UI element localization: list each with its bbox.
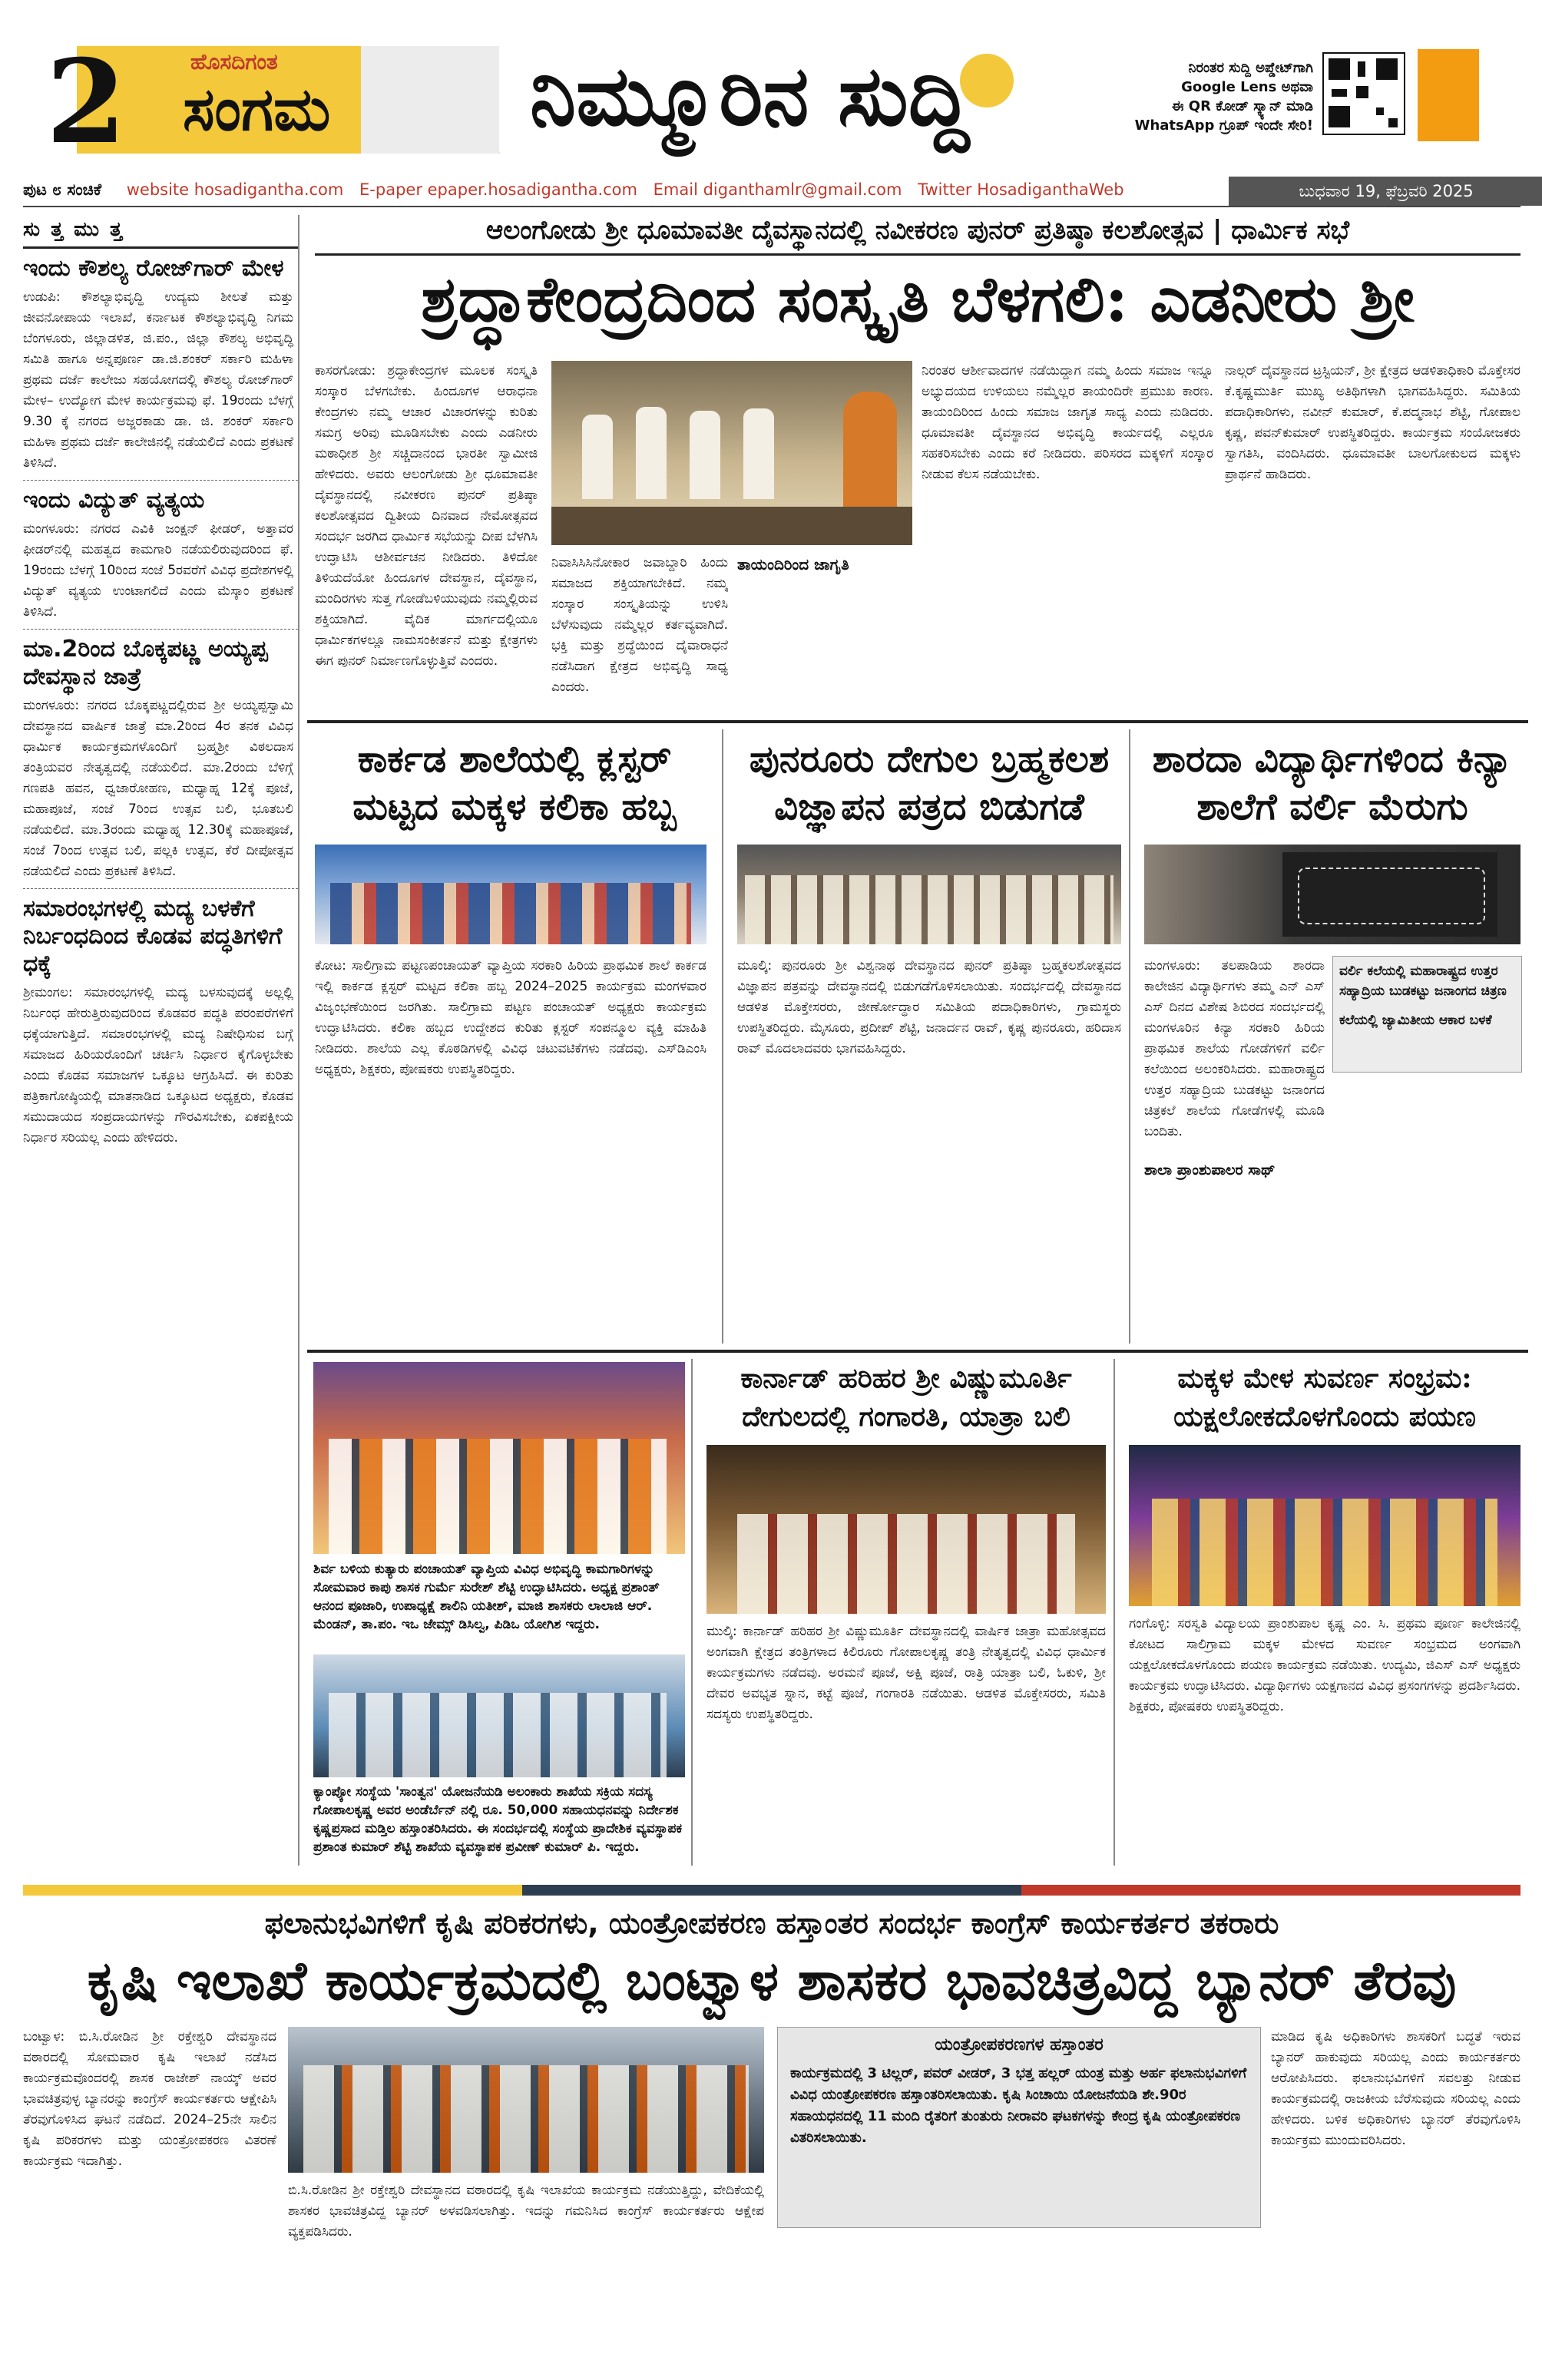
section-rule [307,720,1528,723]
main-story-col-2b [737,553,912,710]
brief-headline: ಇಂದು ವಿದ್ಯುತ್ ವ್ಯತ್ಯಯ [23,487,205,514]
photo-briefs [307,1359,693,1866]
website-link[interactable]: website hosadigantha.com [126,180,344,199]
qr-line: ನಿರಂತರ ಸುದ್ದಿ ಅಪ್ಡೇಟ್‌ಗಾಗಿ [1188,60,1313,76]
qr-line: ಈ QR ಕೋಡ್ ಸ್ಕ್ಯಾನ್ ಮಾಡಿ [1171,98,1313,114]
brief-caption-2: ಕ್ಯಾಂಪ್ಕೋ ಸಂಸ್ಥೆಯ 'ಸಾಂತ್ವನ' ಯೋಜನೆಯಡಿ ಅಲಂಕಾರು ಶಾಖೆಯ ಸಕ್ರಿಯ ಸದಸ್ಯ ಗೋಪಾಲಕೃಷ್ಣ ಅವರ ಅಂಡೆರ್ಬೆನ್ ನಲ್ಲಿ ರೂ. 50,000 ಸಹಾಯಧನವನ್ನು ನಿರ್ದೇಶಕ ಕೃಷ್ಣಪ್ರಸಾದ ಮಡ್ತಿಲ ಹಸ್ತಾಂತರಿಸಿದರು. ಈ ಸಂದರ್ಭದಲ್ಲಿ ಸಂಸ್ಥೆಯ ಪ್ರಾದೇಶಿಕ ವ್ಯವಸ್ಥಾಪಕ ಪ್ರಶಾಂತ ಕುಮಾರ್ ಶೆಟ್ಟಿ ಶಾಖೆಯ ವ್ಯವಸ್ಥಾಪಕ ಪ್ರವೀಣ್ ಕುಮಾರ್ ಪಿ. ಇದ್ದರು. [313,1784,683,1855]
brief-item [23,895,298,1149]
bottom-col-2: ಬಿ.ಸಿ.ರೋಡಿನ ಶ್ರೀ ರಕ್ತೇಶ್ವರಿ ದೇವಸ್ಥಾನದ ವಠಾರದಲ್ಲಿ ಕೃಷಿ ಇಲಾಖೆಯ ಕಾರ್ಯಕ್ರಮ ನಡೆಯುತ್ತಿದ್ದು, ವೇದಿಕೆಯಲ್ಲಿ ಶಾಸಕರ ಭಾವಚಿತ್ರವಿದ್ದ ಬ್ಯಾನರ್ ಅಳವಡಿಸಲಾಗಿತ್ತು. ಇದನ್ನು ಗಮನಿಸಿದ ಕಾಂಗ್ರೆಸ್ ಕಾರ್ಯಕರ್ತರು ಆಕ್ಷೇಪ ವ್ಯಕ್ತಪಡಿಸಿದರು. [288,2183,764,2240]
main-kicker: ಆಲಂಗೋಡು ಶ್ರೀ ಧೂಮಾವತೀ ದೈವಸ್ಥಾನದಲ್ಲಿ ನವೀಕರಣ ಪುನರ್ ಪ್ರತಿಷ್ಠಾ ಕಲಶೋತ್ಸವ | ಧಾರ್ಮಿಕ ಸಭೆ [485,215,1350,246]
mid-story-1-body: ಕೋಟ: ಸಾಲಿಗ್ರಾಮ ಪಟ್ಟಣಪಂಚಾಯತ್ ವ್ಯಾಪ್ತಿಯ ಸರಕಾರಿ ಹಿರಿಯ ಪ್ರಾಥಮಿಕ ಶಾಲೆ ಕಾರ್ಕಡ ಇಲ್ಲಿ ಕಾರ್ಕಡ ಕ್ಲಸ್ಟರ್ ಮಟ್ಟದ ಕಲಿಕಾ ಹಬ್ಬ 2024–2025 ಕಾರ್ಯಕ್ರಮ ಮಂಗಳವಾರ ವಿಜೃಂಭಣೆಯಿಂದ ಜರಗಿತು. ಸಾಲಿಗ್ರಾಮ ಪಟ್ಟಣ ಪಂಚಾಯತ್ ಅಧ್ಯಕ್ಷರು ಕಾರ್ಯಕ್ರಮ ಉದ್ಘಾಟಿಸಿದರು. ಕಲಿಕಾ ಹಬ್ಬದ ಉದ್ದೇಶದ ಕುರಿತು ಕ್ಲಸ್ಟರ್ ಸಂಪನ್ಮೂಲ ವ್ಯಕ್ತಿ ಮಾಹಿತಿ ನೀಡಿದರು. ಶಾಲೆಯ ಎಲ್ಲ ಕೊಠಡಿಗಳಲ್ಲಿ ವಿವಿಧ ಚಟುವಟಿಕೆಗಳು ನಡೆದವು. ಎಸ್‌ಡಿಎಂಸಿ ಅಧ್ಯಕ್ಷರು, ಶಿಕ್ಷಕರು, ಪೋಷಕರು ಉಪಸ್ಥಿತರಿದ್ದರು. [315,958,706,1077]
bottom-photo [288,2027,764,2173]
bullet-item: ವರ್ಲಿ ಕಲೆಯಲ್ಲಿ ಮಹಾರಾಷ್ಟ್ರದ ಉತ್ತರ ಸಹ್ಯಾದ್ರಿಯ ಬುಡಕಟ್ಟು ಜನಾಂಗದ ಚಿತ್ರಣ [1339,964,1507,999]
lower-story-2-photo [706,1445,1106,1614]
epaper-link[interactable]: E-paper epaper.hosadigantha.com [359,180,637,199]
main-story-col-2: ನಿವಾಸಿಸಿಸಿನೋಕಾರ ಜವಾಬ್ದಾರಿ ಹಿಂದು ಸಮಾಜದ ಶಕ್ತಿಯಾಗಬೇಕಿದೆ. ನಮ್ಮ ಸಂಸ್ಕಾರ ಸಂಸ್ಕೃತಿಯನ್ನು ಉಳಿಸಿ ಬೆಳೆಸುವುದು ನಮ್ಮೆಲ್ಲರ ಕರ್ತವ್ಯವಾಗಿದೆ. ಭಕ್ತಿ ಮತ್ತು ಶ್ರದ್ಧೆಯಿಂದ ದೈವಾರಾಧನೆ ನಡೆಸಿದಾಗ ಕ್ಷೇತ್ರದ ಅಭಿವೃದ್ಧಿ ಸಾಧ್ಯ ಎಂದರು. [551,555,728,695]
bottom-col-1: ಬಂಟ್ವಾಳ: ಬಿ.ಸಿ.ರೋಡಿನ ಶ್ರೀ ರಕ್ತೇಶ್ವರಿ ದೇವಸ್ಥಾನದ ವಠಾರದಲ್ಲಿ ಸೋಮವಾರ ಕೃಷಿ ಇಲಾಖೆ ನಡೆಸಿದ ಕಾರ್ಯಕ್ರಮವೊಂದರಲ್ಲಿ ಶಾಸಕ ರಾಜೇಶ್ ನಾಯ್ಕ್ ಅವರ ಭಾವಚಿತ್ರವುಳ್ಳ ಬ್ಯಾನರನ್ನು ಕಾಂಗ್ರೆಸ್ ಕಾರ್ಯಕರ್ತರು ಆಕ್ಷೇಪಿಸಿ ತೆರವುಗೊಳಿಸಿದ ಘಟನೆ ನಡೆದಿದೆ. 2024–25ನೇ ಸಾಲಿನ ಕೃಷಿ ಪರಿಕರಗಳು ಮತ್ತು ಯಂತ್ರೋಪಕರಣ ವಿತರಣೆ ಕಾರ್ಯಕ್ರಮ ಇದಾಗಿತ್ತು. [23,2029,276,2169]
brief-headline: ಇಂದು ಕೌಶಲ್ಯ ರೋಜ್‌ಗಾರ್ ಮೇಳ [23,255,284,282]
mid-story-2-body: ಮೂಲ್ಕಿ: ಪುನರೂರು ಶ್ರೀ ವಿಶ್ವನಾಥ ದೇವಸ್ಥಾನದ ಪುನರ್ ಪ್ರತಿಷ್ಠಾ ಬ್ರಹ್ಮಕಲಶೋತ್ಸವದ ವಿಜ್ಞಾಪನ ಪತ್ರವನ್ನು ದೇವಸ್ಥಾನದಲ್ಲಿ ಬಿಡುಗಡೆಗೊಳಿಸಲಾಯಿತು. ಸಂದರ್ಭದಲ್ಲಿ ದೇವಸ್ಥಾನದ ಆಡಳಿತ ಮೊಕ್ತೇಸರರು, ಜೀರ್ಣೋದ್ಧಾರ ಸಮಿತಿಯ ಪದಾಧಿಕಾರಿಗಳು, ಗ್ರಾಮಸ್ಥರು ಉಪಸ್ಥಿತರಿದ್ದರು. ಮೈಸೂರು, ಪ್ರದೀಪ್ ಶೆಟ್ಟಿ, ಜನಾರ್ದನ ರಾವ್, ಕೃಷ್ಣ ಪುನರೂರು, ಹರಿದಾಸ ರಾವ್ ಮೊದಲಾದವರು ಭಾಗವಹಿಸಿದ್ದರು. [737,958,1121,1056]
lower-story-2-headline: ಕಾರ್ನಾಡ್ ಹರಿಹರ ಶ್ರೀ ವಿಷ್ಣುಮೂರ್ತಿ ದೇಗುಲದಲ್ಲಿ ಗಂಗಾರತಿ, ಯಾತ್ರಾ ಬಲಿ [740,1362,1072,1433]
divider [23,480,298,481]
lower-story-2-body: ಮುಲ್ಕಿ: ಕಾರ್ನಾಡ್ ಹರಿಹರ ಶ್ರೀ ವಿಷ್ಣುಮೂರ್ತಿ ದೇವಸ್ಥಾನದಲ್ಲಿ ವಾರ್ಷಿಕ ಜಾತ್ರಾ ಮಹೋತ್ಸವದ ಅಂಗವಾಗಿ ಕ್ಷೇತ್ರದ ತಂತ್ರಿಗಳಾದ ಕಿಲಿರೂರು ಗೋಪಾಲಕೃಷ್ಣ ತಂತ್ರಿ ನೇತೃತ್ವದಲ್ಲಿ ವಿವಿಧ ಧಾರ್ಮಿಕ ಕಾರ್ಯಕ್ರಮಗಳು ನಡೆದವು. ಅರಮನೆ ಪೂಜೆ, ಅಕ್ಷಿ ಪೂಜೆ, ರಾತ್ರಿ ಯಾತ್ರಾ ಬಲಿ, ಓಕುಳಿ, ಶ್ರೀ ದೇವರ ಅವಭೃತ ಸ್ನಾನ, ಕಟ್ಟೆ ಪೂಜೆ, ಗಂಗಾರತಿ ನಡೆಯಿತು. ಆಡಳಿತ ಮೊಕ್ತೇಸರರು, ಸಮಿತಿ ಸದಸ್ಯರು ಉಪಸ್ಥಿತರಿದ್ದರು. [706,1624,1106,1722]
qr-line: WhatsApp ಗ್ರೂಪ್ ಇಂದೇ ಸೇರಿ! [1134,117,1313,134]
column-logo: ಸುತ್ತಮುತ್ತ [23,215,298,249]
orange-accent [1418,49,1479,141]
qr-line: Google Lens ಅಥವಾ [1181,79,1313,95]
brand-small: ಹೊಸದಿಗಂತ [190,49,278,74]
issue-date: ಬುಧವಾರ 19, ಫೆಬ್ರವರಿ 2025 [1229,177,1542,206]
bottom-headline: ಕೃಷಿ ಇಲಾಖೆ ಕಾರ್ಯಕ್ರಮದಲ್ಲಿ ಬಂಟ್ವಾಳ ಶಾಸಕರ ಭಾವಚಿತ್ರವಿದ್ದ ಬ್ಯಾನರ್ ತೆರವು [87,1949,1457,2012]
main-story-col-3: ನಿರಂತರ ಆರ್ಶೀವಾದಗಳ ನಡೆಯಿದ್ದಾಗ ನಮ್ಮ ಹಿಂದು ಸಮಾಜ ಇನ್ನೂ ಅಭ್ಯುದಯದ ಉಳಿಯಲು ನಮ್ಮೆಲ್ಲರ ತಾಯಂದಿರೇ ಪ್ರಮುಖ ಕಾರಣ. ತಾಯಂದಿರಿಂದ ಹಿಂದು ಸಮಾಜ ಜಾಗೃತ ಸಾಧ್ಯ ಎಂದು ನುಡಿದರು. ಧೂಮಾವತೀ ದೈವಸ್ಥಾನದ ಅಭಿವೃದ್ಧಿ ಕಾರ್ಯದಲ್ಲಿ ಎಲ್ಲರೂ ಸಹಕರಿಸಬೇಕು ಎಂದು ಕರೆ ನೀಡಿದರು. ಪರಿಸರದ ಮಕ್ಕಳಿಗೆ ಸಂಸ್ಕಾರ ನೀಡುವ ಕೆಲಸ ನಡೆಯಬೇಕು. [922,363,1213,482]
brief-body: ಮಂಗಳೂರು: ನಗರದ ಬೊಕ್ಕಪಟ್ಣದಲ್ಲಿರುವ ಶ್ರೀ ಅಯ್ಯಪ್ಪಸ್ವಾಮಿ ದೇವಸ್ಥಾನದ ವಾರ್ಷಿಕ ಜಾತ್ರೆ ಮಾ.2ರಿಂದ 4ರ ತನಕ ವಿವಿಧ ಧಾರ್ಮಿಕ ಕಾರ್ಯಕ್ರಮಗಳೊಂದಿಗೆ ಬ್ರಹ್ಮಶ್ರೀ ವಿಠಲದಾಸ ತಂತ್ರಿಯವರ ನೇತೃತ್ವದಲ್ಲಿ ನಡೆಯಲಿದೆ. ಮಾ.2ರಂದು ಬೆಳಿಗ್ಗೆ ಗಣಪತಿ ಹವನ, ಧ್ವಜಾರೋಹಣ, ಮಧ್ಯಾಹ್ನ 12ಕ್ಕೆ ಪೂಜೆ, ಮಹಾಪೂಜೆ, ಸಂಜೆ 7ರಿಂದ ಉತ್ಸವ ಬಲಿ, ಭೂತಬಲಿ ನಡೆಯಲಿದೆ. ಮಾ.3ರಂದು ಮಧ್ಯಾಹ್ನ 12.30ಕ್ಕೆ ಮಹಾಪೂಜೆ, ಸಂಜೆ 7ರಿಂದ ಉತ್ಸವ ಬಲಿ, ಪಲ್ಲಕಿ ಉತ್ಸವ, ಕೆರೆ ದೀಪೋತ್ಸವ ನಡೆಯಲಿದೆ ಎಂದು ಪ್ರಕಟಣೆ ತಿಳಿಸಿದೆ. [23,698,293,879]
main-story-photo [551,361,912,545]
inset-title: ಯಂತ್ರೋಪಕರಣಗಳ ಹಸ್ತಾಂತರ [935,2035,1104,2054]
page-number: 2 [46,35,127,170]
mid-story-3-photo [1144,845,1520,944]
mid-story-2-headline: ಪುನರೂರು ದೇಗುಲ ಬ್ರಹ್ಮಕಲಶ ವಿಜ್ಞಾಪನ ಪತ್ರದ ಬಿಡುಗಡೆ [749,738,1110,828]
mid-story-3-headline: ಶಾರದಾ ವಿದ್ಯಾರ್ಥಿಗಳಿಂದ ಕಿನ್ಯಾ ಶಾಲೆಗೆ ವರ್ಲಿ ಮೆರುಗು [1152,738,1513,828]
twitter-link[interactable]: Twitter HosadiganthaWeb [918,180,1124,199]
section-rule [307,1350,1528,1353]
bullet-item: ಕಲೆಯಲ್ಲಿ ಜ್ಯಾಮಿತೀಯ ಆಕಾರ ಬಳಕೆ [1339,1013,1492,1028]
brief-headline: ಮಾ.2ರಿಂದ ಬೊಕ್ಕಪಟ್ಣ ಅಯ್ಯಪ್ಪ ದೇವಸ್ಥಾನ ಜಾತ್ರೆ [23,636,268,690]
lower-story-3-photo [1129,1445,1520,1606]
page-count: ಪುಟ ೮ ಸಂಚಿಕೆ [23,180,102,199]
bottom-col-4: ಮಾಡಿದ ಕೃಷಿ ಅಧಿಕಾರಿಗಳು ಶಾಸಕರಿಗೆ ಬದ್ಧತೆ ಇರುವ ಬ್ಯಾನರ್ ಹಾಕುವುದು ಸರಿಯಲ್ಲ ಎಂದು ಕಾರ್ಯಕರ್ತರು ಆರೋಪಿಸಿದರು. ಫಲಾನುಭವಿಗಳಿಗೆ ಸವಲತ್ತು ನೀಡುವ ಕಾರ್ಯಕ್ರಮದಲ್ಲಿ ರಾಜಕೀಯ ಬೆರೆಸುವುದು ಸರಿಯಲ್ಲ ಎಂದು ಹೇಳಿದರು. ಬಳಿಕ ಅಧಿಕಾರಿಗಳು ಬ್ಯಾನರ್ ತೆರವುಗೊಳಿಸಿ ಕಾರ್ಯಕ್ರಮ ಮುಂದುವರಿಸಿದರು. [1271,2029,1520,2148]
qr-code-icon[interactable] [1322,52,1405,135]
main-story-col-1: ಕಾಸರಗೋಡು: ಶ್ರದ್ಧಾಕೇಂದ್ರಗಳ ಮೂಲಕ ಸಂಸ್ಕೃತಿ ಸಂಸ್ಕಾರ ಬೆಳಗಬೇಕು. ಹಿಂದೂಗಳ ಆರಾಧನಾ ಕೇಂದ್ರಗಳು ನಮ್ಮ ಆಚಾರ ವಿಚಾರಗಳನ್ನು ಕುರಿತು ಸಮಗ್ರ ಅರಿವು ಮೂಡಿಸಬೇಕು ಎಂದು ಎಡನೀರು ಮಠಾಧೀಶ ಶ್ರೀ ಸಚ್ಚಿದಾನಂದ ಭಾರತೀ ಸ್ವಾಮೀಜಿ ಹೇಳಿದರು. ಅವರು ಆಲಂಗೋಡು ಶ್ರೀ ಧೂಮಾವತೀ ದೈವಸ್ಥಾನದಲ್ಲಿ ನವೀಕರಣ ಪುನರ್ ಪ್ರತಿಷ್ಠಾ ಕಲಶೋತ್ಸವದ ದ್ವಿತೀಯ ದಿನವಾದ ನೇಮೋತ್ಸವದ ಸಂದರ್ಭ ಜರಗಿದ ಧಾರ್ಮಿಕ ಸಭೆಯನ್ನು ದೀಪ ಬೆಳಗಿಸಿ ಉದ್ಘಾಟಿಸಿ ಆಶೀರ್ವಚನ ನೀಡಿದರು. ತಿಳಿದೋ ತಿಳಿಯದೆಯೋ ಹಿಂದೂಗಳ ದೇವಸ್ಥಾನ, ದೈವಸ್ಥಾನ, ಮಂದಿರಗಳು ಸುತ್ತ ಗೋಡೆಬಳಿಯುವುದು ನಮ್ಮಲ್ಲಿರುವ ಶಕ್ತಿಯಾಗಿದೆ. ವೈದಿಕ ಮಾರ್ಗದಲ್ಲಿಯೂ ಧಾರ್ಮಿಕಗಳಲ್ಲೂ ನಾಮಸಂಕೀರ್ತನೆ ಮತ್ತು ಕ್ಷೇತ್ರಗಳು ಈಗ ಪುನರ್ ನಿರ್ಮಾಣಗೊಳ್ಳುತ್ತಿವೆ ಎಂದರು. [315,363,538,669]
brief-item [23,636,298,882]
brief-body: ಶ್ರೀಮಂಗಲ: ಸಮಾರಂಭಗಳಲ್ಲಿ ಮದ್ಯ ಬಳಸುವುದಕ್ಕೆ ಅಲ್ಲಲ್ಲಿ ನಿರ್ಬಂಧ ಹೇರುತ್ತಿರುವುದರಿಂದ ಕೊಡವರ ಪದ್ಧತಿ ಪರಂಪರೆಗಳಿಗೆ ಧಕ್ಕೆಯಾಗುತ್ತಿದೆ. ಸಮಾರಂಭಗಳಲ್ಲಿ ಮದ್ಯ ನಿಷೇಧಿಸುವ ಬಗ್ಗೆ ಸಮಾಜದ ಹಿರಿಯರೊಂದಿಗೆ ಚರ್ಚಿಸಿ ನಿರ್ಧಾರ ಕೈಗೊಳ್ಳಬೇಕು ಎಂದು ಕೊಡವ ಸಮಾಜಗಳ ಒಕ್ಕೂಟ ಆಗ್ರಹಿಸಿದೆ. ಈ ಕುರಿತು ಪತ್ರಿಕಾಗೋಷ್ಠಿಯಲ್ಲಿ ಮಾತನಾಡಿದ ಒಕ್ಕೂಟದ ಅಧ್ಯಕ್ಷರು, ಕೊಡವ ಸಮುದಾಯದ ಸಂಪ್ರದಾಯಗಳನ್ನು ಗೌರವಿಸಬೇಕು, ಏಕಪಕ್ಷೀಯ ನಿರ್ಧಾರ ಸರಿಯಲ್ಲ ಎಂದು ಹೇಳಿದರು. [23,985,293,1145]
main-story-col-4: ನಾಲ್ಗರ್ ದೈವಸ್ಥಾನದ ಟ್ರಸ್ಟಿಯನ್, ಶ್ರೀ ಕ್ಷೇತ್ರದ ಆಡಳಿತಾಧಿಕಾರಿ ಮೊಕ್ತೇಸರ ಕೆ.ಕೃಷ್ಣಮುರ್ತಿ ಮುಖ್ಯ ಅತಿಥಿಗಳಾಗಿ ಭಾಗವಹಿಸಿದ್ದರು. ಸಮಿತಿಯ ಪದಾಧಿಕಾರಿಗಳು, ನವೀನ್ ಕುಮಾರ್, ಕೆ.ಪದ್ಮನಾಭ ಶೆಟ್ಟಿ, ಗೋಪಾಲ ಕೃಷ್ಣ, ಪವನ್‌ಕುಮಾರ್ ಉಪಸ್ಥಿತರಿದ್ದರು. ಕಾರ್ಯಕ್ರಮ ಸಂಯೋಜಕರು ಸ್ವಾಗತಿಸಿ, ವಂದಿಸಿದರು. ಧೂಮಾವತೀ ಬಾಲಗೋಕುಲದ ಮಕ್ಕಳು ಪ್ರಾರ್ಥನೆ ಹಾಡಿದರು. [1225,363,1520,482]
bottom-col-3 [777,2234,1259,2365]
divider [23,888,298,889]
brief-photo-1 [313,1362,685,1554]
bottom-kicker: ಫಲಾನುಭವಿಗಳಿಗೆ ಕೃಷಿ ಪರಿಕರಗಳು, ಯಂತ್ರೋಪಕರಣ ಹಸ್ತಾಂತರ ಸಂದರ್ಭ ಕಾಂಗ್ರೆಸ್ ಕಾರ್ಯಕರ್ತರ ತಕರಾರು [264,1906,1279,1940]
brand-big: ಸಂಗಮ [183,75,331,144]
mid-story-3-body: ಮಂಗಳೂರು: ತಲಪಾಡಿಯ ಶಾರದಾ ಕಾಲೇಜಿನ ವಿದ್ಯಾರ್ಥಿಗಳು ತಮ್ಮ ಎನ್ ಎಸ್ ಎಸ್ ದಿನದ ವಿಶೇಷ ಶಿಬಿರದ ಸಂದರ್ಭದಲ್ಲಿ ಮಂಗಳೂರಿನ ಕಿನ್ಯಾ ಸರಕಾರಿ ಹಿರಿಯ ಪ್ರಾಥಮಿಕ ಶಾಲೆಯ ಗೋಡೆಗಳಿಗೆ ವರ್ಲಿ ಕಲೆಯಿಂದ ಅಲಂಕರಿಸಿದರು. ಮಹಾರಾಷ್ಟ್ರದ ಉತ್ತರ ಸಹ್ಯಾದ್ರಿಯ ಬುಡಕಟ್ಟು ಜನಾಂಗದ ಚಿತ್ರಕಲೆ ಶಾಲೆಯ ಗೋಡೆಗಳಲ್ಲಿ ಮೂಡಿ ಬಂದಿತು. [1144,958,1325,1139]
lower-story-2 [699,1359,1115,1866]
email-link[interactable]: Email diganthamlr@gmail.com [653,180,902,199]
lower-story-3-body: ಗಂಗೊಳ್ಳಿ: ಸರಸ್ವತಿ ವಿದ್ಯಾಲಯ ಪ್ರಾಂಶುಪಾಲ ಕೃಷ್ಣ ಎಂ. ಸಿ. ಪ್ರಥಮ ಪೂರ್ಣ ಕಾಲೇಜಿನಲ್ಲಿ ಕೋಟದ ಸಾಲಿಗ್ರಾಮ ಮಕ್ಕಳ ಮೇಳದ ಸುವರ್ಣ ಸಂಭ್ರಮದ ಅಂಗವಾಗಿ ಯಕ್ಷಲೋಕದೊಳಗೊಂದು ಪಯಣ ಕಾರ್ಯಕ್ರಮ ನಡೆಯಿತು. ಉದ್ಯಮಿ, ಜಿಎಸ್ ಎಸ್ ಅಧ್ಯಕ್ಷರು ಕಾರ್ಯಕ್ರಮ ಉದ್ಘಾಟಿಸಿದರು. ವಿದ್ಯಾರ್ಥಿಗಳು ಯಕ್ಷಗಾನದ ವಿವಿಧ ಪ್ರಸಂಗಗಳನ್ನು ಪ್ರದರ್ಶಿಸಿದರು. ಶಿಕ್ಷಕರು, ಪೋಷಕರು ಉಪಸ್ಥಿತರಿದ್ದರು. [1129,1616,1520,1714]
divider [23,629,298,630]
lower-story-3-headline: ಮಕ್ಕಳ ಮೇಳ ಸುವರ್ಣ ಸಂಭ್ರಮ: ಯಕ್ಷಲೋಕದೊಳಗೊಂದು ಪಯಣ [1173,1362,1476,1433]
main-sub-head: ತಾಯಂದಿರಿಂದ ಜಾಗೃತಿ [737,555,849,574]
mid-story-3-bullets [1332,956,1522,1073]
left-column [23,215,299,1866]
lower-story-3 [1121,1359,1528,1866]
brief-caption-1: ಶಿರ್ವ ಬಳಿಯ ಕುತ್ಯಾರು ಪಂಚಾಯತ್ ವ್ಯಾಪ್ತಿಯ ವಿವಿಧ ಅಭಿವೃದ್ಧಿ ಕಾಮಗಾರಿಗಳನ್ನು ಸೋಮವಾರ ಕಾಪು ಶಾಸಕ ಗುರ್ಮೆ ಸುರೇಶ್ ಶೆಟ್ಟಿ ಉದ್ಘಾಟಿಸಿದರು. ಅಧ್ಯಕ್ಷ ಪ್ರಶಾಂತ್ ಆನಂದ ಪೂಜಾರಿ, ಉಪಾಧ್ಯಕ್ಷೆ ಶಾಲಿನಿ ಯತೀಶ್, ಮಾಜಿ ಶಾಸಕರು ಲಾಲಾಜಿ ಆರ್. ಮೆಂಡನ್, ತಾ.ಪಂ. ಇಒ ಜೇಮ್ಸ್ ಡಿಸಿಲ್ವ, ಪಿಡಿಒ ಯೋಗಿಶ ಇದ್ದರು. [313,1562,660,1632]
color-band [23,1885,1520,1896]
brief-body: ಉಡುಪಿ: ಕೌಶಲ್ಯಾಭಿವೃದ್ಧಿ ಉದ್ಯಮ ಶೀಲತೆ ಮತ್ತು ಜೀವನೋಪಾಯ ಇಲಾಖೆ, ಕರ್ನಾಟಕ ಕೌಶಲ್ಯಾಭಿವೃದ್ಧಿ ನಿಗಮ ಬೆಂಗಳೂರು, ಜಿಲ್ಲಾಡಳಿತ, ಜಿ.ಪಂ., ಜಿಲ್ಲಾ ಕೌಶಲ್ಯ ಅಭಿವೃದ್ಧಿ ಸಮಿತಿ ಹಾಗೂ ಅನ್ನಪೂರ್ಣ ಡಾ.ಜಿ.ಶಂಕರ್ ಸರ್ಕಾರಿ ಮಹಿಳಾ ಪ್ರಥಮ ದರ್ಜೆ ಕಾಲೇಜು ಸಹಯೋಗದಲ್ಲಿ ಕೌಶಲ್ಯ ರೋಜ್‌ಗಾರ್ ಮೇಳ– ಉದ್ಯೋಗ ಮೇಳ ಕಾರ್ಯಕ್ರಮವು ಫೆ. 19ರಂದು ಬೆಳಗ್ಗೆ 9.30 ಕ್ಕೆ ನಗರದ ಅಜ್ಜರಕಾಡು ಡಾ. ಜಿ. ಶಂಕರ್ ಸರ್ಕಾರಿ ಮಹಿಳಾ ಪ್ರಥಮ ದರ್ಜೆ ಕಾಲೇಜಿನಲ್ಲಿ ನಡೆಯಲಿದೆ ಎಂದು ಪ್ರಕಟಣೆ ತಿಳಿಸಿದೆ. [23,289,293,471]
masthead-pattern [361,46,499,154]
brief-headline: ಸಮಾರಂಭಗಳಲ್ಲಿ ಮದ್ಯ ಬಳಕೆಗೆ ನಿರ್ಬಂಧದಿಂದ ಕೊಡವ ಪದ್ಧತಿಗಳಿಗೆ ಧಕ್ಕೆ [23,895,283,977]
mid-story-2-photo [737,845,1121,944]
nameplate-title: ನಿಮ್ಮೂರಿನ ಸುದ್ದಿ [530,48,970,144]
mid-story-1-photo [315,845,706,944]
mid-story-2 [730,729,1130,1344]
brief-body: ಮಂಗಳೂರು: ನಗರದ ಎವಿಕಿ ಜಂಕ್ಷನ್ ಫೀಡರ್, ಅತ್ತಾವರ ಫೀಡರ್‌ನಲ್ಲಿ ಮಹತ್ವದ ಕಾಮಗಾರಿ ನಡೆಯಲಿರುವುದರಿಂದ ಫೆ. 19ರಂದು ಬೆಳಗ್ಗೆ 10ರಿಂದ ಸಂಜೆ 5ರವರೆಗೆ ವಿವಿಧ ಪ್ರದೇಶಗಳಲ್ಲಿ ವಿದ್ಯುತ್ ವ್ಯತ್ಯಯ ಉಂಟಾಗಲಿದೆ ಎಂದು ಮೆಸ್ಕಾಂ ಪ್ರಕಟಣೆ ತಿಳಿಸಿದೆ. [23,521,293,620]
brief-photo-2 [313,1654,685,1777]
mid-story-1 [307,729,723,1344]
main-headline: ಶ್ರದ್ಧಾಕೇಂದ್ರದಿಂದ ಸಂಸ್ಕೃತಿ ಬೆಳಗಲಿ: ಎಡನೀರು ಶ್ರೀ [421,263,1415,336]
mid-story-1-headline: ಕಾರ್ಕಡ ಶಾಲೆಯಲ್ಲಿ ಕ್ಲಸ್ಟರ್ ಮಟ್ಟದ ಮಕ್ಕಳ ಕಲಿಕಾ ಹಬ್ಬ [352,738,677,828]
mid-story-3 [1137,729,1528,1344]
mid-story-3-subhead: ಶಾಲಾ ಪ್ರಾಂಶುಪಾಲರ ಸಾಥ್ [1144,1162,1276,1178]
brief-item [23,487,298,623]
brief-item [23,255,298,474]
qr-instructions [1060,58,1313,135]
inset-body: ಕಾರ್ಯಕ್ರಮದಲ್ಲಿ 3 ಟಿಲ್ಲರ್, ಪವರ್ ವೀಡರ್, 3 ಭತ್ತ ಹಲ್ಲರ್ ಯಂತ್ರ ಮತ್ತು ಅರ್ಹ ಫಲಾನುಭವಿಗಳಿಗೆ ವಿವಿಧ ಯಂತ್ರೋಪಕರಣ ಹಸ್ತಾಂತರಿಸಲಾಯಿತು. ಕೃಷಿ ಸಿಂಚಾಯಿ ಯೋಜನೆಯಡಿ ಶೇ.90ರ ಸಹಾಯಧನದಲ್ಲಿ 11 ಮಂದಿ ರೈತರಿಗೆ ತುಂತುರು ನೀರಾವರಿ ಘಟಕಗಳನ್ನು ಕೇಂದ್ರ ಕೃಷಿ ಯಂತ್ರೋಪಕರಣ ವಿತರಿಸಲಾಯಿತು. [790,2065,1247,2146]
bottom-inset-box [777,2027,1261,2228]
